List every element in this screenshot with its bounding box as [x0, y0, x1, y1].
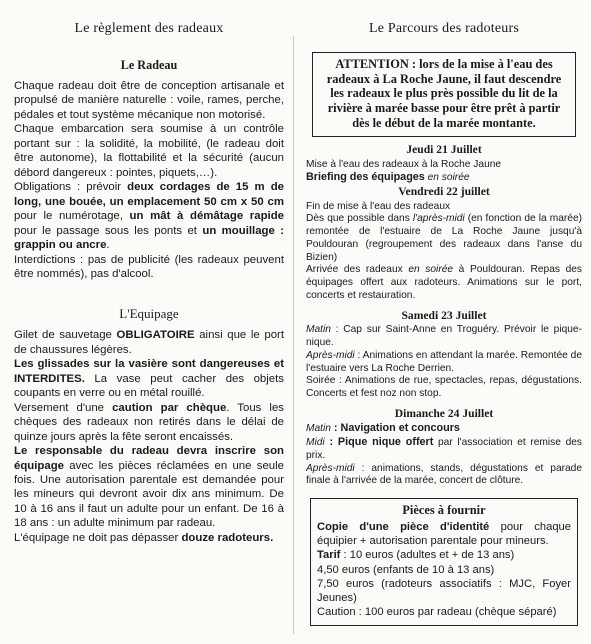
pieces-title: Pièces à fournir: [402, 503, 486, 518]
route-title: Le Parcours des radoteurs: [368, 21, 519, 36]
thursday-line-1: Mise à l'eau des radeaux à la Roche Jaune: [306, 158, 502, 170]
rules-title: Le règlement des radeaux: [74, 21, 224, 36]
pieces-tarif-adults: Tarif : 10 euros (adultes et + de 13 ans): [317, 549, 515, 562]
thursday-line-2: Briefing des équipages en soirée: [306, 171, 470, 184]
pieces-tarif-associations: 7,50 euros (radoteurs associatifs : MJC, Foyer Jeunes): [317, 577, 571, 604]
sunday-line-2: Midi : Pique nique offert par l'association et remise des prix.: [306, 436, 582, 461]
route-column: [306, 0, 582, 626]
day-title-saturday: Samedi 23 Juillet: [401, 308, 487, 322]
saturday-line-1: Matin : Cap sur Saint-Anne en Troguéry. Prévoir le pique-nique.: [306, 324, 582, 349]
rules-column: [14, 0, 284, 545]
day-title-sunday: Dimanche 24 Juillet: [394, 406, 494, 420]
equipage-paragraph-responsable: Le responsable du radeau devra inscrire son équipage avec les pièces réclamées en une seule fois. Une autorisation parentale est demandée pour les mineurs qui devront avoir dix ans minimum. De 10 à 16 ans il faut un adulte pour un enfant. De 16 à 18 ans : un adulte minimum par radeau.: [14, 445, 284, 530]
radeau-paragraph-obligations: Obligations : prévoir deux cordages de 15 m de long, une bouée, un emplacement 50 cm x 50 cm pour le numérotage, un mât à démâtage rapide pour le passage sous les ponts et un mouillage : grappin ou ancre.: [14, 181, 284, 252]
saturday-line-3: Soirée : Animations de rue, spectacles, repas, dégustations. Concerts et fest noz non stop.: [306, 375, 582, 400]
pieces-box: [310, 498, 578, 626]
equipage-paragraph-gilet: Gilet de sauvetage OBLIGATOIRE ainsi que le port de chaussures légères.: [14, 329, 284, 356]
equipage-paragraph-glissades: Les glissades sur la vasière sont dangereuses et INTERDITES. La vase peut cacher des objets coupants en verre ou en métal rouillé.: [14, 358, 284, 400]
equipage-paragraph-limite: L'équipage ne doit pas dépasser douze radoteurs.: [14, 531, 274, 544]
day-title-thursday: Jeudi 21 Juillet: [406, 143, 482, 156]
pieces-tarif-children: 4,50 euros (enfants de 10 à 13 ans): [317, 563, 495, 576]
friday-line-2: Dès que possible dans l'après-midi (en fonction de la marée) remontée de l'estuaire de La Roche Jaune jusqu'à Pouldouran (regroupement des radeaux dans l'anse du Bizien): [306, 213, 582, 263]
day-title-friday: Vendredi 22 juillet: [398, 185, 490, 199]
friday-line-1: Fin de mise à l'eau des radeaux: [306, 200, 451, 212]
pieces-caution: Caution : 100 euros par radeau (chèque séparé): [317, 606, 557, 619]
sunday-line-3: Après-midi : animations, stands, dégustations et parade finale à l'arrivée de la marée, concert de clôture.: [306, 462, 582, 487]
radeau-paragraph-control: Chaque embarcation sera soumise à un contrôle portant sur : la solidité, la mobilité, (le radeau doit être autonome), la flottabilité et la sécurité (aucun débord dangereux : pointes, piquets,…).: [14, 123, 284, 179]
equipage-section-title: L'Equipage: [119, 305, 179, 321]
column-divider: [293, 36, 294, 634]
attention-box: ATTENTION : lors de la mise à l'eau des radeaux à La Roche Jaune, il faut descendre les radeaux le plus près possible du lit de la rivière à marée basse pour être prêt à partir dès le début de la marée montante.: [312, 52, 576, 137]
equipage-paragraph-caution: Versement d'une caution par chèque. Tous les chèques des radeaux non retirés dans le délai de quinze jours après la fête seront encaissés.: [14, 401, 284, 443]
radeau-paragraph-construction: Chaque radeau doit être de conception artisanale et propulsé de manière naturelle : voile, rames, perche, pédales et tout système mécanique non motorisé.: [14, 80, 284, 121]
friday-line-3: Arrivée des radeaux en soirée à Pouldouran. Repas des équipages offert aux radoteurs. Animations sur le port, concerts et restauration.: [306, 264, 582, 301]
pieces-identity: Copie d'une pièce d'identité pour chaque équipier + autorisation parentale pour mineurs.: [317, 520, 571, 548]
radeau-paragraph-interdictions: Interdictions : pas de publicité (les radeaux peuvent être nommés), pas d'alcool.: [14, 253, 284, 281]
radeau-section-title: Le Radeau: [120, 57, 178, 72]
saturday-line-2: Après-midi : Animations en attendant la marée. Remontée de l'estuaire vers La Roche Derrien.: [306, 349, 582, 374]
sunday-line-1: Matin : Navigation et concours: [306, 422, 460, 435]
